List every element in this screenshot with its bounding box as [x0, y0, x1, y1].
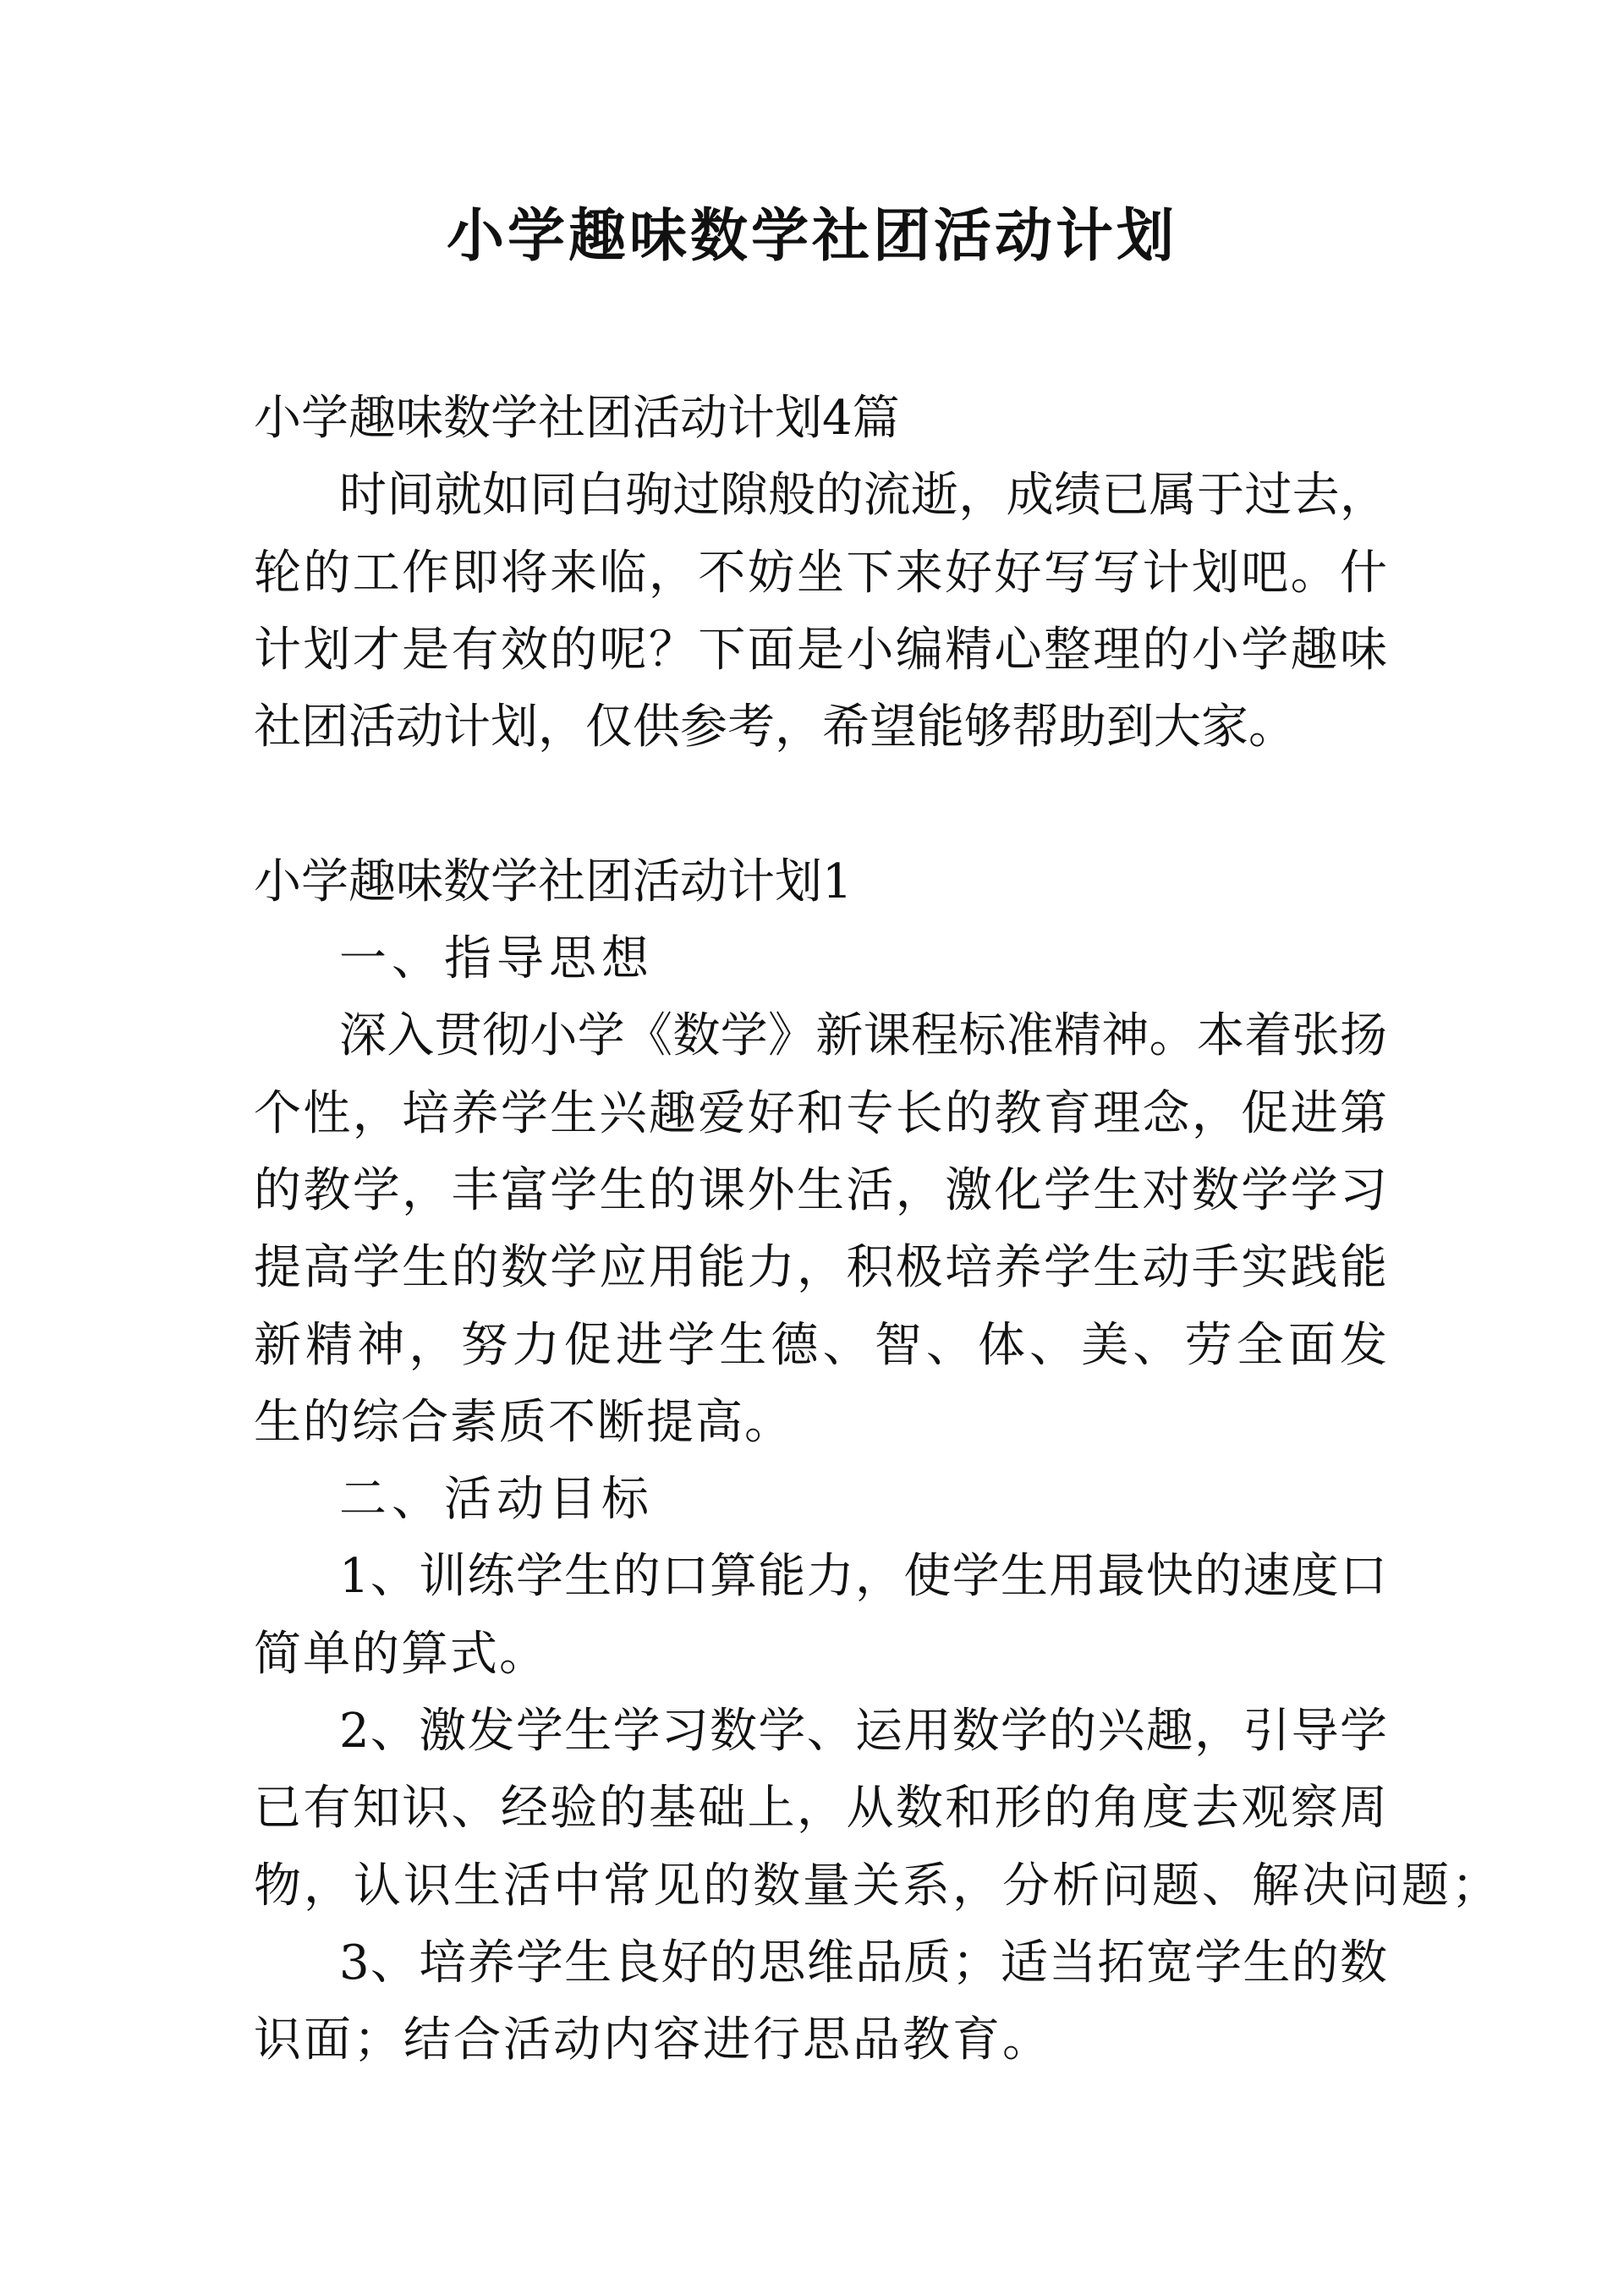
goal-line: 物，认识生活中常见的数量关系，分析问题、解决问题；	[254, 1858, 1501, 1913]
intro-line: 轮的工作即将来临，不妨坐下来好好写写计划吧。什	[254, 545, 1387, 601]
body-line: 的教学，丰富学生的课外生活，激化学生对数学学习	[254, 1162, 1387, 1218]
goal-line: 1、训练学生的口算能力，使学生用最快的速度口	[339, 1549, 1387, 1605]
intro-line: 时间就如同白驹过隙般的流逝，成绩已属于过去，	[339, 468, 1387, 524]
part2-heading: 二、活动目标	[339, 1472, 654, 1528]
intro-line: 计划才是有效的呢？下面是小编精心整理的小学趣味	[254, 622, 1387, 678]
subtitle: 小学趣味数学社团活动计划4篇	[254, 391, 900, 446]
body-line: 个性，培养学生兴趣爱好和专长的教育理念，促进第	[254, 1085, 1387, 1141]
body-line: 深入贯彻小学《数学》新课程标准精神。本着张扬	[339, 1008, 1387, 1064]
section-heading: 小学趣味数学社团活动计划1	[254, 854, 853, 909]
body-line: 新精神，努力促进学生德、智、体、美、劳全面发	[254, 1317, 1387, 1373]
spacer	[254, 766, 1387, 843]
intro-line: 社团活动计划，仅供参考，希望能够帮助到大家。	[254, 700, 1296, 755]
goal-line: 2、激发学生学习数学、运用数学的兴趣，引导学	[339, 1704, 1387, 1760]
goal-line: 3、培养学生良好的思维品质；适当拓宽学生的数	[339, 1935, 1387, 1990]
part1-heading: 一、指导思想	[339, 931, 654, 987]
body-line: 生的综合素质不断提高。	[254, 1394, 793, 1450]
goal-line: 识面；结合活动内容进行思品教育。	[254, 2012, 1052, 2068]
goal-line: 已有知识、经验的基础上，从数和形的角度去观察周	[254, 1781, 1387, 1837]
document-body	[254, 380, 1501, 2079]
document-title: 小学趣味数学社团活动计划	[446, 202, 1177, 270]
body-line: 提高学生的数学应用能力，积极培养学生动手实践能	[254, 1240, 1387, 1296]
goal-line: 简单的算式。	[254, 1626, 548, 1682]
